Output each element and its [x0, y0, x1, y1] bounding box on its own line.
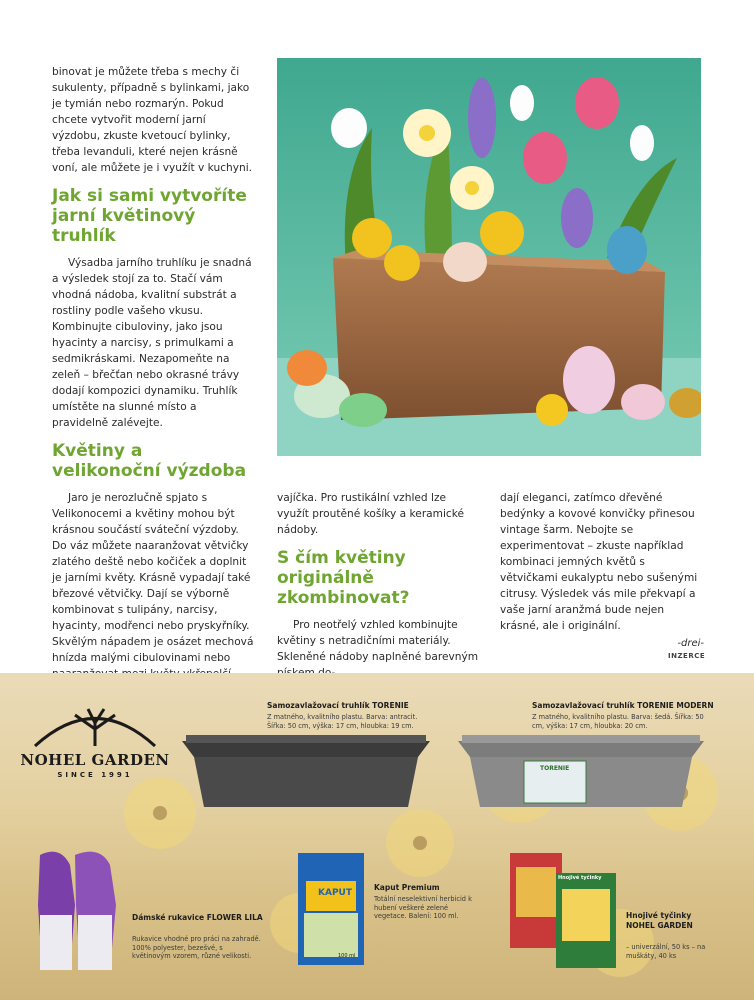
author-signature: -drei-: [677, 638, 704, 649]
sticks-pack-label: Hnojivé tyčinky: [558, 875, 602, 881]
easter-paragraph: Jaro je nerozlučně spjato s Velikonocemi a květiny mohou být krásnou součástí sváteční výzdoby. Do váz můžete naaranžovat větvičky zlatého deště nebo kočiček a doplnit je jarními květy. Krásně vypadají také březové větvičky. Dají se výborně kombinovat s tulipány, narcisy, hyacinty, modřenci nebo pryskyřníky. Skvělým nápadem je osázet mechová hnízda malými cibulovinami nebo: [52, 492, 254, 664]
product-torenie-modern-desc: Z matného, kvalitního plastu. Barva: šedá. Šířka: 50 cm, výška: 17 cm, hloubka: 20 cm.: [532, 713, 704, 730]
heading-combine: S čím květiny originálně zkombinovat?: [277, 548, 410, 608]
tree-icon: [20, 701, 170, 751]
article-column-3: [500, 490, 704, 652]
nohel-garden-logo: [20, 701, 170, 781]
advertisement-label: INZERCE: [668, 652, 706, 660]
gloves-image: [30, 845, 122, 975]
closing-paragraph: dají eleganci, zatímco dřevěné bedýnky a kovové konvičky přinesou vintage šarm. Nebojte se experimentovat – zkuste například kombinaci jemných květů s větvičkami eukalyptu nebo sušenými citrusy. Výsledek vás mile překvapí a vaše jarní aranžmá bude nejen krásné, ale i originální.: [500, 492, 698, 632]
heading-window-box: Jak si sami vytvoříte jarní květinový truhlík: [52, 186, 247, 246]
planter-grey-image: [458, 735, 704, 810]
intro-paragraph: binovat je můžete třeba s mechy či sukulenty, případně s bylinkami, jako je tymián nebo rozmarýn. Pokud chcete vytvořit moderní jarní výzdobu, zkuste kvetoucí bylinky, třeba levanduli, které nejen krásně voní, ale můžete je i využít v kuchyni.: [52, 66, 253, 174]
product-torenie-title: Samozavlažovací truhlík TORENIE: [267, 701, 409, 710]
product-sticks-title: Hnojivé tyčinky NOHEL GARDEN: [626, 911, 693, 930]
nohel-garden-advertisement: [0, 673, 754, 1000]
kaput-herbicide-image: [298, 853, 364, 965]
kaput-pack-label: KAPUT: [318, 888, 352, 898]
fertilizer-sticks-image: [510, 853, 620, 973]
product-torenie-desc: Z matného, kvalitního plastu. Barva: antracit. Šířka: 50 cm, výška: 17 cm, hloubka: 19 cm.: [267, 713, 418, 730]
logo-wordmark: NOHEL GARDEN: [20, 751, 170, 769]
continuation-paragraph: vajíčka. Pro rustikální vzhled lze využít proutěné košíky a keramické nádoby.: [277, 492, 465, 536]
heading-easter: Květiny a velikonoční výzdoba: [52, 441, 247, 481]
product-sticks-desc: – univerzální, 50 ks – na muškáty, 40 ks: [626, 943, 706, 960]
product-gloves-desc: Rukavice vhodné pro práci na zahradě. 100% polyester, bezešvé, s květinovým vzorem, různé velikosti.: [132, 935, 261, 961]
combine-paragraph: Pro neotřelý vzhled kombinujte květiny s netradičními materiály. Skleněné nádoby naplněné barevným: [277, 619, 479, 663]
planter-anthracite-image: [182, 735, 430, 810]
product-kaput-desc: Totální neselektivní herbicid k hubení veškeré zelené vegetace. Balení: 100 ml.: [374, 895, 472, 921]
article-column-2: [277, 490, 481, 681]
product-kaput-title: Kaput Premium: [374, 883, 440, 892]
kaput-pack-size: 100 ml: [338, 953, 356, 959]
window-box-paragraph: Výsadba jarního truhlíku je snadná a výsledek stojí za to. Stačí vám vhodná nádoba, kvalitní substrát a rostliny podle vašeho vkusu. Kombinujte cibuloviny, jako jsou hyacinty a narcisy, s primulkami a sedmikráskami. Nezapomeňte na zeleň – břečťan nebo okrasné trávy dodají kompozici dynamiku. Truhlík umístěte na slunné místo a pravidelně zalévejte.: [52, 257, 252, 429]
torenie-box-label: TORENIE: [540, 765, 570, 772]
spring-flower-box-photo: [277, 58, 701, 456]
product-gloves-title: Dámské rukavice FLOWER LILA: [132, 913, 263, 922]
product-torenie-modern-title: Samozavlažovací truhlík TORENIE MODERN: [532, 701, 714, 710]
article-column-1: [52, 64, 256, 682]
logo-since: SINCE 1991: [57, 771, 133, 779]
